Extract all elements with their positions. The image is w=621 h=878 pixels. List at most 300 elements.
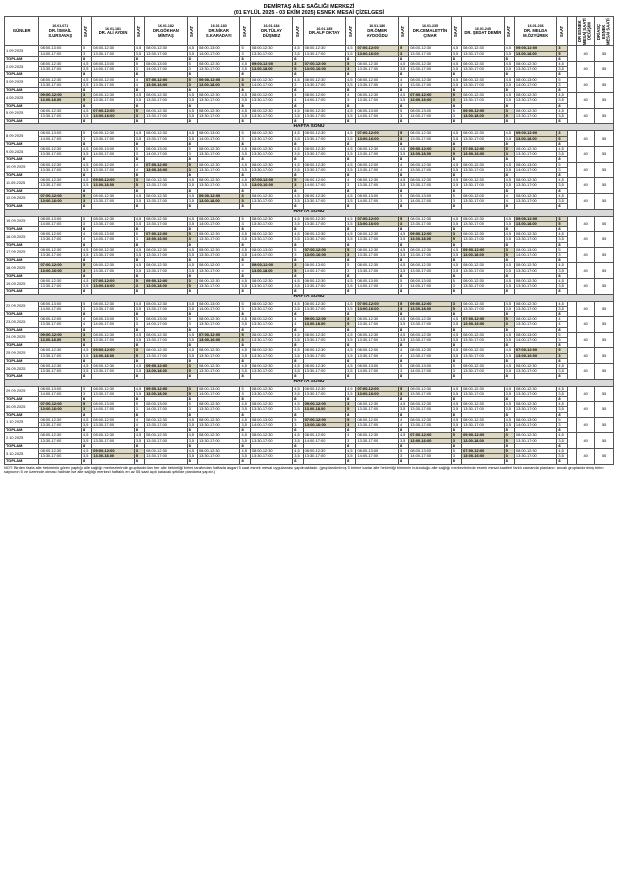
shift-hours: 4	[346, 433, 356, 438]
shift-time: 14:00-17:00	[39, 221, 82, 226]
total-value: 8	[504, 273, 514, 278]
shift-time: 13:00-16:00	[356, 221, 399, 226]
shift-time: 08:00-12:30	[462, 386, 505, 391]
shift-hours: 3,5	[557, 199, 567, 204]
shift-time: 08:00-12:00	[303, 178, 346, 183]
header-doctor	[145, 17, 188, 46]
total-value: 8	[451, 358, 461, 363]
shift-time: 13:30-17:00	[197, 407, 240, 412]
shift-time: 08:00-12:30	[356, 93, 399, 98]
shift-hours: 3	[81, 391, 91, 396]
shift-hours: 3,5	[187, 199, 197, 204]
shift-hours: 5	[81, 193, 91, 198]
shift-time: 08:00-12:30	[462, 62, 505, 67]
day-date: 10.09.2025	[5, 162, 39, 172]
shift-time: 08:00-12:30	[39, 433, 82, 438]
shift-time: 13.00-18.00	[514, 51, 557, 56]
shift-time: 08:00-12:30	[514, 433, 557, 438]
shift-hours: 4,5	[504, 301, 514, 306]
shift-time: 13:30-17:00	[39, 284, 82, 289]
shift-hours: 4	[134, 77, 144, 82]
shift-time: 09:00-12:00	[92, 348, 135, 353]
shift-time: 13.00-18.00	[409, 152, 452, 157]
shift-time: 08:00-12:30	[409, 46, 452, 51]
doctor-code: 16.01.182	[157, 24, 174, 29]
shift-time: 13.00-18.00	[303, 407, 346, 412]
shift-hours: 3,5	[504, 407, 514, 412]
shift-hours: 3,5	[346, 284, 356, 289]
total-value: 8	[187, 311, 197, 316]
shift-time: 08:00-12:30	[197, 449, 240, 454]
shift-time: 13:30-17:00	[409, 322, 452, 327]
shift-time: 08:00-12:00	[39, 232, 82, 237]
total-value: 8	[134, 88, 144, 93]
shift-time: 08:00-12:30	[462, 278, 505, 283]
shift-time: 13:00-16:00	[303, 252, 346, 257]
schedule-body	[5, 46, 614, 464]
total-value: 8	[293, 157, 303, 162]
shift-hours: 5	[557, 136, 567, 141]
shift-time: 08:00-12:30	[356, 147, 399, 152]
total-value: 8	[81, 443, 91, 448]
shift-time: 08:00-12:30	[514, 363, 557, 368]
ext40-value: 40	[576, 62, 594, 78]
shift-time: 09:00-12:00	[145, 386, 188, 391]
total-value: 8	[504, 459, 514, 464]
shift-hours: 3,5	[504, 237, 514, 242]
shift-hours: 3	[398, 306, 408, 311]
total-value: 8	[398, 141, 408, 146]
total-label: TOPLAM	[5, 459, 39, 464]
shift-hours: 3	[504, 433, 514, 438]
total-value: 8	[504, 374, 514, 379]
shift-hours: 3,5	[557, 407, 567, 412]
shift-time: 08:00-12:30	[145, 131, 188, 136]
spacer-cell	[567, 263, 576, 279]
shift-time: 08:00-12:30	[197, 232, 240, 237]
shift-time: 08:00-13:00	[409, 108, 452, 113]
shift-time: 13:30-17:00	[514, 152, 557, 157]
shift-time: 14:00-17:00	[514, 423, 557, 428]
shift-hours: 3	[451, 232, 461, 237]
shift-hours: 4,5	[240, 449, 250, 454]
shift-time: 08:00-12:30	[197, 147, 240, 152]
shift-hours: 4,5	[134, 93, 144, 98]
ext55-value: 55	[595, 93, 614, 109]
shift-hours: 3,5	[134, 51, 144, 56]
total-value: 8	[187, 428, 197, 433]
shift-time: 13:30-17:00	[92, 167, 135, 172]
schedule-row-pm	[5, 438, 614, 443]
shift-time: 08:00-12:30	[514, 178, 557, 183]
shift-time: 14:00-17:00	[92, 237, 135, 242]
total-value: 8	[398, 397, 408, 402]
shift-hours: 4,5	[557, 62, 567, 67]
shift-time: 13:30-17:00	[514, 391, 557, 396]
shift-time: 08:00-12:30	[145, 263, 188, 268]
shift-time: 13:30-17:00	[250, 237, 293, 242]
total-value: 8	[451, 343, 461, 348]
total-value: 8	[81, 358, 91, 363]
total-spacer	[356, 459, 399, 464]
shift-hours: 3	[187, 386, 197, 391]
shift-hours: 3	[134, 237, 144, 242]
shift-hours: 5	[81, 301, 91, 306]
shift-time: 13:30-17:00	[145, 51, 188, 56]
shift-time: 13:00-16:00	[145, 82, 188, 87]
shift-hours: 4,5	[451, 216, 461, 221]
spacer-cell	[567, 93, 576, 109]
shift-hours: 3,5	[398, 183, 408, 188]
total-value: 8	[293, 311, 303, 316]
shift-time: 08:00-12:00	[92, 77, 135, 82]
shift-time: 13:30-17:00	[303, 82, 346, 87]
shift-hours: 5	[81, 386, 91, 391]
weekend-row	[5, 209, 614, 216]
total-value: 8	[557, 188, 567, 193]
shift-hours: 3,5	[240, 114, 250, 119]
total-value: 8	[504, 56, 514, 61]
shift-hours: 4,5	[240, 433, 250, 438]
total-value: 8	[504, 343, 514, 348]
total-value: 8	[346, 258, 356, 263]
shift-hours: 3	[134, 152, 144, 157]
shift-time: 08:00-12:30	[303, 232, 346, 237]
shift-time: 13:30-17:00	[462, 423, 505, 428]
shift-time: 13:30-17:00	[356, 353, 399, 358]
shift-hours: 4,5	[398, 178, 408, 183]
ext55-value: 55	[595, 178, 614, 194]
schedule-row-am	[5, 363, 614, 368]
ext55-value: 55	[595, 46, 614, 62]
day-date: 17.09.2025	[5, 247, 39, 257]
shift-time: 09:00-12:00	[462, 247, 505, 252]
total-label: TOPLAM	[5, 327, 39, 332]
total-value: 8	[557, 428, 567, 433]
shift-time: 08:00-12:00	[356, 162, 399, 167]
total-value: 8	[557, 358, 567, 363]
shift-hours: 3	[134, 114, 144, 119]
shift-hours: 3	[557, 353, 567, 358]
header-saat: SAAT	[346, 17, 356, 46]
total-value: 8	[134, 242, 144, 247]
shift-hours: 5	[398, 108, 408, 113]
shift-hours: 4,5	[451, 62, 461, 67]
shift-time: 13.00-18.00	[303, 322, 346, 327]
shift-time: 08:00-12:30	[250, 147, 293, 152]
shift-time: 08:00-12:30	[250, 216, 293, 221]
shift-time: 08:00-13:00	[514, 77, 557, 82]
header-doctor	[250, 17, 293, 46]
shift-hours: 3,5	[81, 183, 91, 188]
total-value: 8	[504, 397, 514, 402]
total-value: 8	[134, 327, 144, 332]
ext40-value: 40	[576, 162, 594, 178]
total-value: 8	[293, 141, 303, 146]
total-value: 8	[346, 358, 356, 363]
ext55-value: 55	[595, 216, 614, 232]
shift-hours: 3	[557, 46, 567, 51]
shift-hours: 3	[81, 407, 91, 412]
shift-time: 13:30-17:00	[197, 322, 240, 327]
shift-time: 08:00-12:30	[409, 317, 452, 322]
total-value: 8	[557, 311, 567, 316]
total-value: 8	[240, 173, 250, 178]
shift-hours: 4,5	[187, 216, 197, 221]
shift-time: 08:00-12:30	[409, 131, 452, 136]
shift-time: 13:30-17:00	[303, 199, 346, 204]
shift-hours: 4,5	[134, 216, 144, 221]
schedule-row-pm	[5, 306, 614, 311]
schedule-row-am	[5, 62, 614, 67]
shift-time: 14:00-17:00	[197, 136, 240, 141]
shift-hours: 3	[81, 93, 91, 98]
shift-hours: 5	[134, 353, 144, 358]
total-value: 8	[398, 358, 408, 363]
day-date: 5.09.2025	[5, 108, 39, 118]
day-date: 12.09.2025	[5, 193, 39, 203]
shift-time: 13:30-17:00	[197, 152, 240, 157]
shift-time: 08:00-12:30	[303, 216, 346, 221]
shift-hours: 5	[240, 301, 250, 306]
ext55-value: 55	[595, 433, 614, 449]
shift-time: 13:30-17:00	[92, 199, 135, 204]
total-spacer	[197, 459, 240, 464]
schedule-row-pm	[5, 369, 614, 374]
shift-hours: 4,5	[346, 348, 356, 353]
shift-time: 13:30-17:00	[39, 152, 82, 157]
shift-hours: 3,5	[240, 353, 250, 358]
shift-time: 08:00-12:00	[39, 317, 82, 322]
ext40-value: 40	[576, 232, 594, 248]
shift-time: 13:30-17:00	[462, 136, 505, 141]
shift-hours: 4,5	[504, 93, 514, 98]
shift-hours: 3,5	[293, 284, 303, 289]
shift-hours: 3	[346, 268, 356, 273]
shift-hours: 3	[293, 263, 303, 268]
shift-hours: 4,5	[346, 278, 356, 283]
doctor-code: 16.01.186	[369, 24, 386, 29]
shift-hours: 3,5	[81, 152, 91, 157]
shift-hours: 3,5	[557, 268, 567, 273]
shift-time: 14:00-17:00	[92, 152, 135, 157]
shift-hours: 3,5	[293, 369, 303, 374]
schedule-row-am	[5, 93, 614, 98]
ext55-value: 55	[595, 232, 614, 248]
total-value: 8	[398, 428, 408, 433]
shift-hours: 3,5	[293, 353, 303, 358]
shift-time: 13:00-16:00	[145, 167, 188, 172]
total-value: 8	[557, 157, 567, 162]
shift-time: 13:30-17:00	[409, 67, 452, 72]
shift-time: 13:30-17:00	[409, 407, 452, 412]
shift-hours: 4,5	[293, 216, 303, 221]
total-value: 8	[293, 72, 303, 77]
schedule-row-pm	[5, 284, 614, 289]
shift-time: 13:30-17:00	[356, 252, 399, 257]
shift-hours: 3,5	[398, 438, 408, 443]
shift-time: 08:00-13:00	[39, 46, 82, 51]
total-value: 8	[240, 289, 250, 294]
shift-hours: 3,5	[81, 67, 91, 72]
shift-time: 08:00-12:30	[39, 178, 82, 183]
shift-time: 08:00-12:30	[250, 433, 293, 438]
total-label: TOPLAM	[5, 157, 39, 162]
shift-hours: 5	[557, 221, 567, 226]
shift-time: 08:00-13:00	[356, 278, 399, 283]
shift-hours: 3	[81, 221, 91, 226]
shift-time: 14:00-17:00	[250, 252, 293, 257]
total-value: 8	[81, 204, 91, 209]
shift-hours: 3,5	[557, 237, 567, 242]
ext40-value: 40	[576, 216, 594, 232]
shift-time: 07:00-12:00	[39, 402, 82, 407]
shift-time: 08:00-12:30	[197, 162, 240, 167]
shift-time: 13:00-16:00	[145, 237, 188, 242]
total-value: 8	[293, 397, 303, 402]
total-value: 8	[293, 428, 303, 433]
shift-hours: 4,5	[81, 433, 91, 438]
shift-hours: 4,5	[451, 386, 461, 391]
total-value: 8	[398, 119, 408, 124]
shift-hours: 3,5	[187, 252, 197, 257]
shift-time: 08:00-12:00	[92, 162, 135, 167]
total-label: TOPLAM	[5, 72, 39, 77]
shift-hours: 5	[504, 449, 514, 454]
total-value: 8	[134, 397, 144, 402]
shift-hours: 4,5	[187, 417, 197, 422]
total-value: 8	[293, 374, 303, 379]
shift-hours: 3,5	[557, 98, 567, 103]
shift-hours: 3	[81, 306, 91, 311]
shift-hours: 3,5	[134, 98, 144, 103]
total-value: 8	[187, 157, 197, 162]
shift-hours: 3,5	[81, 454, 91, 459]
total-value: 8	[398, 459, 408, 464]
total-value: 8	[557, 273, 567, 278]
shift-time: 08:00-12:30	[39, 363, 82, 368]
total-value: 8	[398, 173, 408, 178]
shift-time: 14:00-17:00	[303, 438, 346, 443]
total-value: 8	[451, 459, 461, 464]
shift-time: 08:00-13:00	[145, 317, 188, 322]
total-value: 8	[293, 242, 303, 247]
shift-time: 13:30-17:00	[197, 237, 240, 242]
shift-time: 13.00-18.00	[92, 454, 135, 459]
shift-hours: 3,5	[81, 82, 91, 87]
total-value: 8	[187, 141, 197, 146]
shift-hours: 3	[346, 67, 356, 72]
total-value: 8	[187, 204, 197, 209]
day-date: 2.09.2025	[5, 62, 39, 72]
shift-hours: 4,5	[293, 108, 303, 113]
total-value: 8	[187, 226, 197, 231]
day-date: 11.09.2025	[5, 178, 39, 188]
shift-hours: 3,5	[504, 98, 514, 103]
shift-hours: 3,5	[451, 322, 461, 327]
shift-hours: 3	[187, 278, 197, 283]
shift-time: 08:00-13:00	[409, 449, 452, 454]
shift-time: 08:00-12:30	[409, 332, 452, 337]
shift-hours: 3	[240, 51, 250, 56]
shift-time: 13:30-17:00	[303, 51, 346, 56]
shift-time: 08:00-12:30	[39, 417, 82, 422]
day-date: 3.10.2025	[5, 449, 39, 459]
shift-hours: 4	[293, 322, 303, 327]
day-date: 1.10.2025	[5, 417, 39, 427]
schedule-row-am	[5, 301, 614, 306]
shift-hours: 4,5	[187, 108, 197, 113]
shift-time: 13:30-17:00	[197, 353, 240, 358]
total-value: 8	[240, 88, 250, 93]
total-value: 8	[134, 204, 144, 209]
shift-hours: 4,5	[240, 147, 250, 152]
total-value: 8	[240, 141, 250, 146]
shift-hours: 3,5	[187, 306, 197, 311]
shift-hours: 5	[81, 131, 91, 136]
shift-hours: 5	[81, 46, 91, 51]
doctor-name: DR.TÜLAY DÜŞMEZ	[261, 28, 282, 38]
shift-time: 08:00-13:00	[303, 263, 346, 268]
shift-hours: 4,5	[240, 108, 250, 113]
shift-time: 13:30-17:00	[514, 183, 557, 188]
total-value: 8	[187, 188, 197, 193]
total-value: 8	[134, 443, 144, 448]
shift-hours: 4	[134, 423, 144, 428]
shift-hours: 4	[134, 167, 144, 172]
shift-hours: 3	[240, 77, 250, 82]
shift-hours: 4,5	[451, 178, 461, 183]
shift-hours: 3	[557, 82, 567, 87]
shift-time: 13:30-17:00	[409, 183, 452, 188]
total-value: 8	[398, 72, 408, 77]
ext40-value: 40	[576, 363, 594, 379]
total-label: TOPLAM	[5, 358, 39, 363]
shift-hours: 3,5	[557, 454, 567, 459]
header-saat: SAAT	[293, 17, 303, 46]
shift-hours: 4,5	[504, 332, 514, 337]
total-value: 8	[187, 443, 197, 448]
shift-time: 08:00-12:00	[356, 77, 399, 82]
ext55-value: 55	[595, 363, 614, 379]
total-label: TOPLAM	[5, 56, 39, 61]
ext55-value: 55	[595, 278, 614, 294]
shift-time: 13:30-17:00	[145, 199, 188, 204]
shift-time: 08:00-13:00	[409, 193, 452, 198]
shift-hours: 5	[451, 433, 461, 438]
shift-hours: 3,5	[240, 167, 250, 172]
shift-hours: 4,5	[187, 247, 197, 252]
shift-hours: 4,5	[81, 178, 91, 183]
total-value: 8	[81, 343, 91, 348]
ext40-value: 40	[576, 263, 594, 279]
shift-time: 07:00-12:00	[39, 263, 82, 268]
spacer-cell	[567, 386, 576, 402]
shift-hours: 4,5	[557, 193, 567, 198]
ext55-value: 55	[595, 332, 614, 348]
schedule-row-am	[5, 348, 614, 353]
spacer-cell	[567, 131, 576, 147]
total-value: 8	[504, 103, 514, 108]
shift-hours: 3,5	[240, 67, 250, 72]
shift-hours: 3	[398, 51, 408, 56]
total-value: 8	[134, 374, 144, 379]
shift-hours: 3	[451, 199, 461, 204]
header-doctor	[197, 17, 240, 46]
shift-time: 08:00-13:00	[197, 216, 240, 221]
shift-hours: 3,5	[451, 252, 461, 257]
shift-time: 13:30-17:00	[39, 252, 82, 257]
